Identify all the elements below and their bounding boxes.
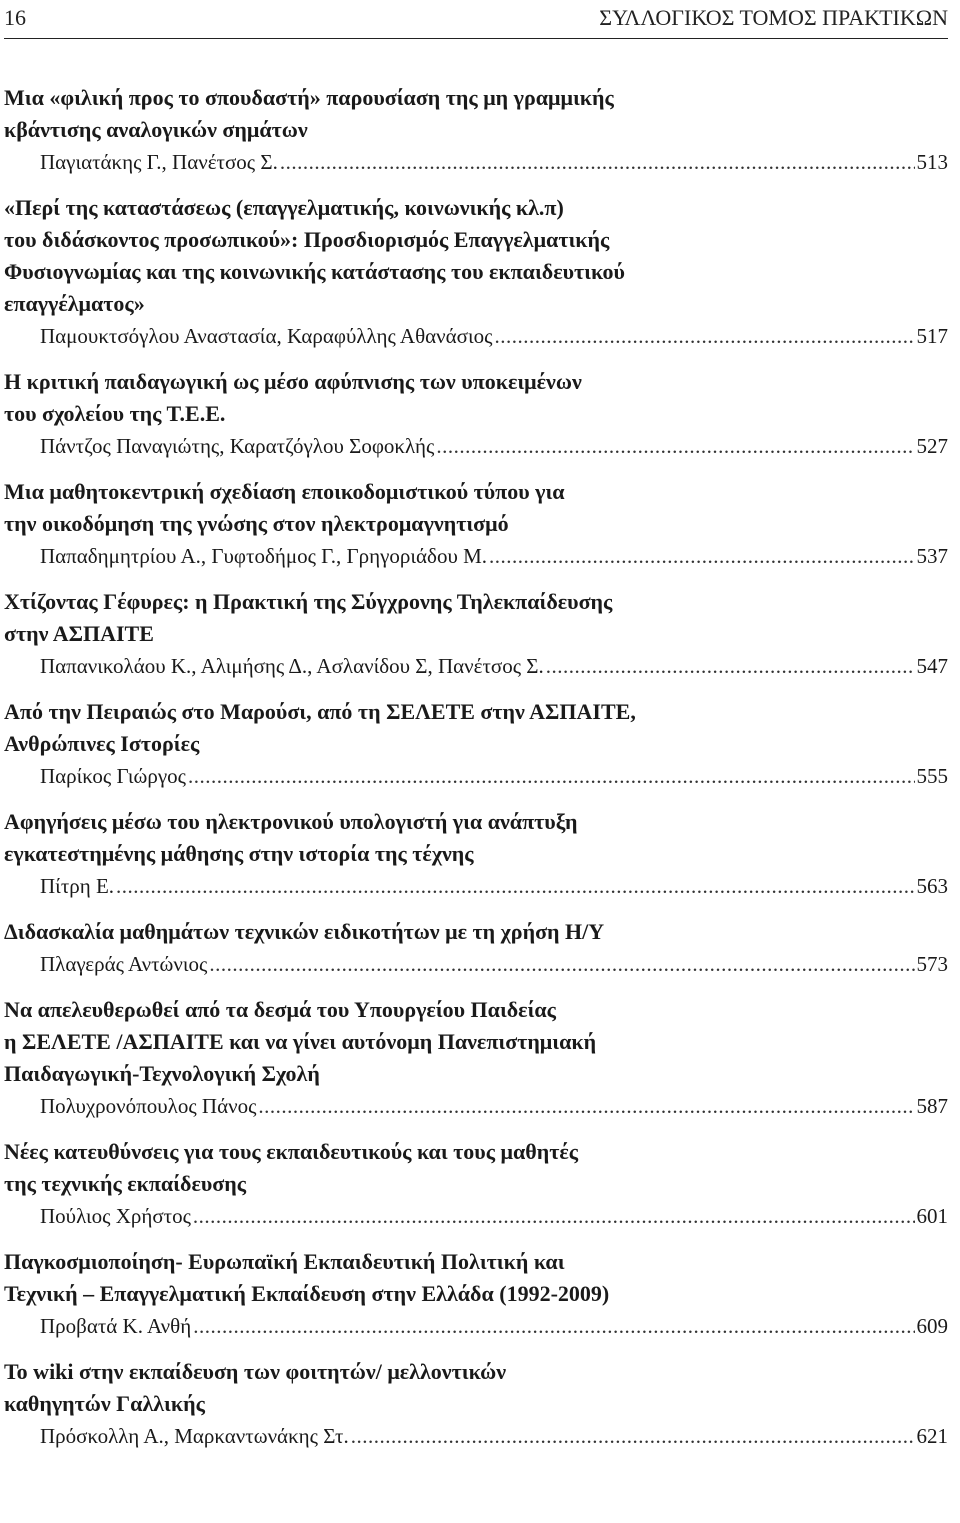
entry-title	[4, 1136, 948, 1200]
entry-authors: Πλαγεράς Αντώνιος	[40, 952, 208, 976]
entry-authors: Πάντζος Παναγιώτης, Καρατζόγλου Σοφοκλής	[40, 434, 435, 458]
entry-page-number: 563	[916, 874, 948, 898]
entry-title-line: Από την Πειραιώς στο Μαρούσι, από τη ΣΕΛΕΤΕ στην ΑΣΠΑΙΤΕ,	[4, 699, 636, 724]
entry-title	[4, 366, 948, 430]
dot-leader	[546, 650, 915, 682]
toc-entry	[4, 82, 948, 178]
entry-page-number: 587	[916, 1094, 948, 1118]
entry-title-line: Τεχνική – Επαγγελματική Εκπαίδευση στην Ελλάδα (1992-2009)	[4, 1281, 610, 1306]
entry-title-line: Φυσιογνωμίας και της κοινωνικής κατάστασης του εκπαιδευτικού	[4, 259, 625, 284]
entry-title-line: επαγγέλματος»	[4, 291, 145, 316]
entry-title-line: την οικοδόμηση της γνώσης στον ηλεκτρομαγνητισμό	[4, 511, 509, 536]
entry-title-line: Η κριτική παιδαγωγική ως μέσο αφύπνισης των υποκειμένων	[4, 369, 582, 394]
entry-page-number: 609	[916, 1314, 948, 1338]
entry-title-line: Ανθρώπινες Ιστορίες	[4, 731, 200, 756]
entry-author-line	[4, 1420, 948, 1452]
entry-author-line	[4, 760, 948, 792]
entry-author-line	[4, 540, 948, 572]
entry-title-line: στην ΑΣΠΑΙΤΕ	[4, 621, 154, 646]
entry-title-line: καθηγητών Γαλλικής	[4, 1391, 205, 1416]
toc-entry	[4, 994, 948, 1122]
dot-leader	[193, 1310, 914, 1342]
entry-authors: Παπανικολάου Κ., Αλιμήσης Δ., Ασλανίδου Σ, Πανέτσος Σ.	[40, 654, 544, 678]
entry-title	[4, 1246, 948, 1310]
entry-authors: Πίτρη Ε.	[40, 874, 115, 898]
toc-entry	[4, 366, 948, 462]
entry-title-line: Παγκοσμιοποίηση- Ευρωπαϊκή Εκπαιδευτική Πολιτική και	[4, 1249, 565, 1274]
toc-entry	[4, 586, 948, 682]
entry-title-line: εγκατεστημένης μάθησης στην ιστορία της τέχνης	[4, 841, 474, 866]
entry-page-number: 555	[916, 764, 948, 788]
entry-authors: Παπαδημητρίου Α., Γυφτοδήμος Γ., Γρηγοριάδου Μ.	[40, 544, 488, 568]
entry-author-line	[4, 1200, 948, 1232]
entry-page-number: 621	[916, 1424, 948, 1448]
entry-title-line: Το wiki στην εκπαίδευση των φοιτητών/ μελλοντικών	[4, 1359, 507, 1384]
entry-author-line	[4, 430, 948, 462]
toc-entry	[4, 1246, 948, 1342]
entry-title-line: Παιδαγωγική-Τεχνολογική Σχολή	[4, 1061, 320, 1086]
entry-title	[4, 806, 948, 870]
entry-title-line: Χτίζοντας Γέφυρες: η Πρακτική της Σύγχρονης Τηλεκπαίδευσης	[4, 589, 613, 614]
entry-title	[4, 696, 948, 760]
toc-entry	[4, 696, 948, 792]
header-rule	[4, 38, 948, 39]
toc-entry	[4, 806, 948, 902]
entry-title-line: «Περί της καταστάσεως (επαγγελματικής, κοινωνικής κλ.π)	[4, 195, 564, 220]
toc-entry	[4, 916, 948, 980]
dot-leader	[280, 146, 915, 178]
entry-title-line: της τεχνικής εκπαίδευσης	[4, 1171, 246, 1196]
dot-leader	[436, 430, 914, 462]
entry-page-number: 517	[916, 324, 948, 348]
entry-title	[4, 82, 948, 146]
entry-author-line	[4, 650, 948, 682]
entry-page-number: 537	[916, 544, 948, 568]
page-number: 16	[4, 5, 26, 30]
entry-authors: Παγιατάκης Γ., Πανέτσος Σ.	[40, 150, 278, 174]
entry-title-line: Νέες κατευθύνσεις για τους εκπαιδευτικούς και τους μαθητές	[4, 1139, 579, 1164]
dot-leader	[116, 870, 914, 902]
dot-leader	[258, 1090, 914, 1122]
entry-author-line	[4, 1310, 948, 1342]
toc-entry	[4, 1356, 948, 1452]
toc-entry	[4, 192, 948, 352]
entry-page-number: 601	[916, 1204, 948, 1228]
page-header	[4, 0, 948, 36]
entry-title	[4, 916, 948, 948]
entry-page-number: 513	[916, 150, 948, 174]
entry-title-line: Μια «φιλική προς το σπουδαστή» παρουσίαση της μη γραμμικής	[4, 85, 614, 110]
entry-title-line: Αφηγήσεις μέσω του ηλεκτρονικού υπολογιστή για ανάπτυξη	[4, 809, 578, 834]
entry-title	[4, 476, 948, 540]
entry-title-line: κβάντισης αναλογικών σημάτων	[4, 117, 308, 142]
entry-title	[4, 192, 948, 320]
dot-leader	[351, 1420, 915, 1452]
entry-title-line: η ΣΕΛΕΤΕ /ΑΣΠΑΙΤΕ και να γίνει αυτόνομη Πανεπιστημιακή	[4, 1029, 597, 1054]
entry-page-number: 527	[916, 434, 948, 458]
dot-leader	[188, 760, 915, 792]
entry-authors: Προβατά Κ. Ανθή	[40, 1314, 192, 1338]
dot-leader	[193, 1200, 915, 1232]
dot-leader	[489, 540, 914, 572]
toc-entry	[4, 1136, 948, 1232]
entry-authors: Παμουκτσόγλου Αναστασία, Καραφύλλης Αθανάσιος	[40, 324, 493, 348]
dot-leader	[209, 948, 914, 980]
entry-authors: Παρίκος Γιώργος	[40, 764, 186, 788]
entry-title	[4, 586, 948, 650]
table-of-contents	[4, 82, 948, 1466]
entry-author-line	[4, 146, 948, 178]
entry-author-line	[4, 948, 948, 980]
entry-authors: Πούλιος Χρήστος	[40, 1204, 191, 1228]
entry-title-line: Διδασκαλία μαθημάτων τεχνικών ειδικοτήτων με τη χρήση Η/Υ	[4, 919, 605, 944]
entry-title-line: Να απελευθερωθεί από τα δεσμά του Υπουργείου Παιδείας	[4, 997, 556, 1022]
entry-author-line	[4, 1090, 948, 1122]
entry-title-line: του διδάσκοντος προσωπικού»: Προσδιορισμός Επαγγελματικής	[4, 227, 610, 252]
dot-leader	[494, 320, 914, 352]
entry-page-number: 573	[916, 952, 948, 976]
entry-title	[4, 994, 948, 1090]
entry-title	[4, 1356, 948, 1420]
entry-title-line: του σχολείου της Τ.Ε.Ε.	[4, 401, 226, 426]
toc-entry	[4, 476, 948, 572]
running-title: ΣΥΛΛΟΓΙΚΟΣ ΤΟΜΟΣ ΠΡΑΚΤΙΚΩΝ	[599, 5, 948, 30]
entry-authors: Πρόσκολλη Α., Μαρκαντωνάκης Στ.	[40, 1424, 349, 1448]
entry-title-line: Μια μαθητοκεντρική σχεδίαση εποικοδομιστικού τύπου για	[4, 479, 565, 504]
entry-authors: Πολυχρονόπουλος Πάνος	[40, 1094, 257, 1118]
entry-page-number: 547	[916, 654, 948, 678]
entry-author-line	[4, 320, 948, 352]
entry-author-line	[4, 870, 948, 902]
